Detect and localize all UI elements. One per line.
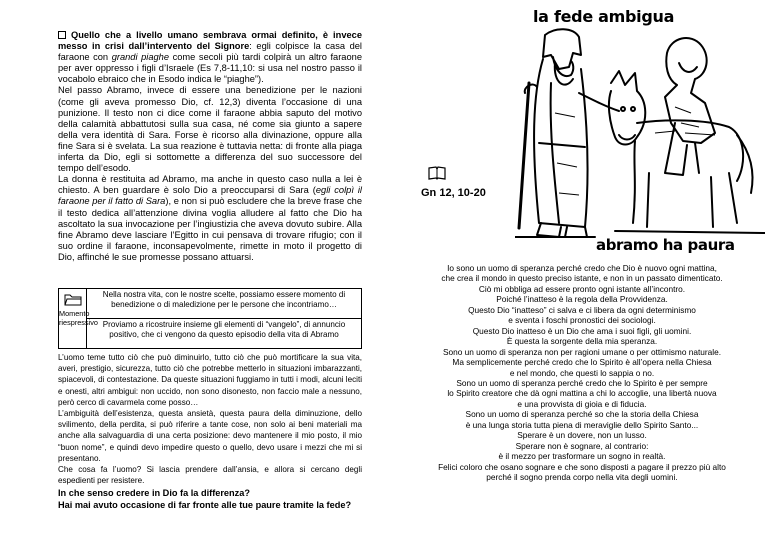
poem-line: perché il sogno prenda corpo nella vita degli uomini. [486, 472, 678, 483]
intro-lead: Quello che a livello umano sembrava ormai definito, è invece messo in crisi dall’intervento del Signore [58, 30, 362, 52]
poem-line: Sono un uomo di speranza perché so che la storia della Chiesa [465, 409, 699, 420]
poem-line: è una lunga storia tutta piena di meraviglie dello Spirito Santo... [465, 419, 699, 430]
intro-s1-italic: grandi piaghe [111, 52, 170, 63]
momento-rows [86, 288, 362, 349]
poem-line: Io sono un uomo di speranza perché credo che Dio è nuovo ogni mattina, [447, 263, 717, 273]
poem-line: Ma semplicemente perché credo che lo Spirito è all’opera nella Chiesa [452, 357, 712, 368]
checkbox-icon [58, 31, 66, 39]
question-1: In che senso credere in Dio fa la differenza? [58, 488, 250, 499]
poem [414, 263, 750, 483]
intro-s4: La donna è restituita ad Abramo, ma anche in questo caso nulla a lei è chiesto. A ben guardare è solo Dio a preoccuparsi di Sara ( [58, 174, 362, 196]
momento-box [58, 288, 362, 349]
poem-line: Sono un uomo di speranza perché credo che lo Spirito è per sempre [456, 377, 708, 388]
intro-s5: ), e non si può escludere che la breve frase che il testo dedica all’attenzione divina voglia alludere al fatto che Dio ha ascoltato la sua invocazione per l’ingiustizia che aveva dovuto subire. Alla fine Abramo deve lasciare l’Egitto in cui pensava di trovare rifugio; con il suo ordine il faraone, inconsapevolmente, rimette in moto il progetto di Dio, affinché le sue promesse possano attuarsi. [58, 196, 362, 262]
left-column [58, 30, 362, 511]
poem-line: e sventa i foschi pronostici dei sociologi. [508, 315, 656, 326]
momento-row-2: Proviamo a ricostruire insieme gli elementi di “vangelo”, di annuncio positivo, che ci vengono da questo episodio della vita di Abramo [87, 318, 361, 348]
poem-line: Poiché l’inatteso è la regola della Provvidenza. [496, 294, 668, 305]
page-title: la fede ambigua [533, 7, 675, 26]
intro-s2: come secoli più tardi colpirà un altro faraone per aver oppresso i figli d’Israele (Es 7,8-11,10: si usa nel nostro passo il vocabolo ebraico che in Esodo indica le “piaghe”). [58, 52, 362, 85]
poem-line: Questo Dio “inatteso” ci salva e ci libera da ogni determinismo [468, 304, 696, 315]
abraham-sarai-donkey-illustration [515, 23, 765, 253]
reflection-p1: L’uomo teme tutto ciò che può diminuirlo, tutto ciò che può mortificare la sua vita, averi, prestigio, sicurezza, tutto ciò che potrebbe metterlo in situazioni imbarazzanti, spiacevoli, di contestazione. Da queste situazioni fuggiamo in tutti i modi, alcuni leciti e onesti, altri ambigui: non uccido, non sono disonesto, non faccio male a nessuno, però cerco di cavarmela come posso… [58, 353, 362, 407]
reflection-text [58, 352, 362, 511]
intro-s4-italic: egli colpì il faraone per il fatto di Sara [58, 185, 362, 207]
poem-line: Sperare è un dovere, non un lusso. [517, 430, 647, 441]
poem-line: e una provvista di gioia e di fiducia. [517, 398, 647, 409]
open-book-icon [428, 166, 446, 180]
poem-line: lo Spirito creatore che dà ogni mattina a chi lo accoglie, una libertà nuova [447, 388, 717, 399]
poem-line: Felici coloro che osano sognare e che sono disposti a pagare il prezzo più alto [438, 461, 726, 472]
question-2: Hai mai avuto occasione di far fronte alle tue paure tramite la fede? [58, 500, 352, 511]
scripture-reference: Gn 12, 10-20 [421, 187, 486, 199]
folder-icon [64, 293, 82, 306]
reflection-p3: Che cosa fa l’uomo? Si lascia prendere dall’ansia, e allora si cercano degli espedienti per resistere. [58, 465, 362, 486]
poem-line: e nel mondo, che questi lo sappia o no. [509, 367, 655, 378]
poem-line: Sperare non è sognare, al contrario: [515, 440, 649, 451]
momento-label: Momento riespressivo [59, 309, 98, 327]
poem-line: Questo Dio inatteso è un Dio che ama i suoi figli, gli uomini. [472, 325, 692, 336]
illustration-caption: abramo ha paura [596, 236, 735, 254]
intro-text [58, 30, 362, 263]
intro-s1: : egli colpisce la casa del faraone con [58, 41, 362, 63]
reflection-p2: L’ambiguità dell’esistenza, questa ansietà, questa paura della diminuzione, dello svilimento, della perdita, si può riferire a tante cose, non solo ai beni materiali ma anche alla salvaguardia di una certa posizione: devo mantenere il mio posto, il mio “buon nome”, e quindi devo impedire questo o quello, devo usare i mezzi che mi si presentano. [58, 409, 362, 463]
poem-line: È questa la sorgente della mia speranza. [506, 336, 658, 347]
momento-label-cell [58, 288, 98, 349]
poem-line: Ciò mi obbliga ad essere pronto ogni istante all’incontro. [478, 283, 686, 294]
poem-line: è il mezzo per trasformare un sogno in realtà. [498, 451, 666, 462]
poem-line: che crea il mondo in questo preciso istante, e non in un passato dimenticato. [441, 273, 723, 284]
poem-line: Sono un uomo di speranza non per ragioni umane o per ottimismo naturale. [442, 346, 722, 357]
momento-row-1: Nella nostra vita, con le nostre scelte, possiamo essere momento di benedizione o di maledizione per le persone che incontriamo… [102, 290, 346, 309]
intro-s3: Nel passo Abramo, invece di essere una benedizione per le nazioni (come gli aveva promesso Dio, cf. 12,3) diventa l’occasione di una punizione. Il testo non ci dice come il faraone abbia saputo del motivo della calamità abbattutosi sulla sua casa, né come sia giunto a sapere della vera identità di Sara. Forse è ricorso alla divinazione, oppure alla fine Sara si è svelata. La sua reazione è tuttavia netta: di fronte alla piaga inferta da Dio, egli si sottomette a differenza del suo successore del tempo dell’esodo. [58, 85, 362, 174]
